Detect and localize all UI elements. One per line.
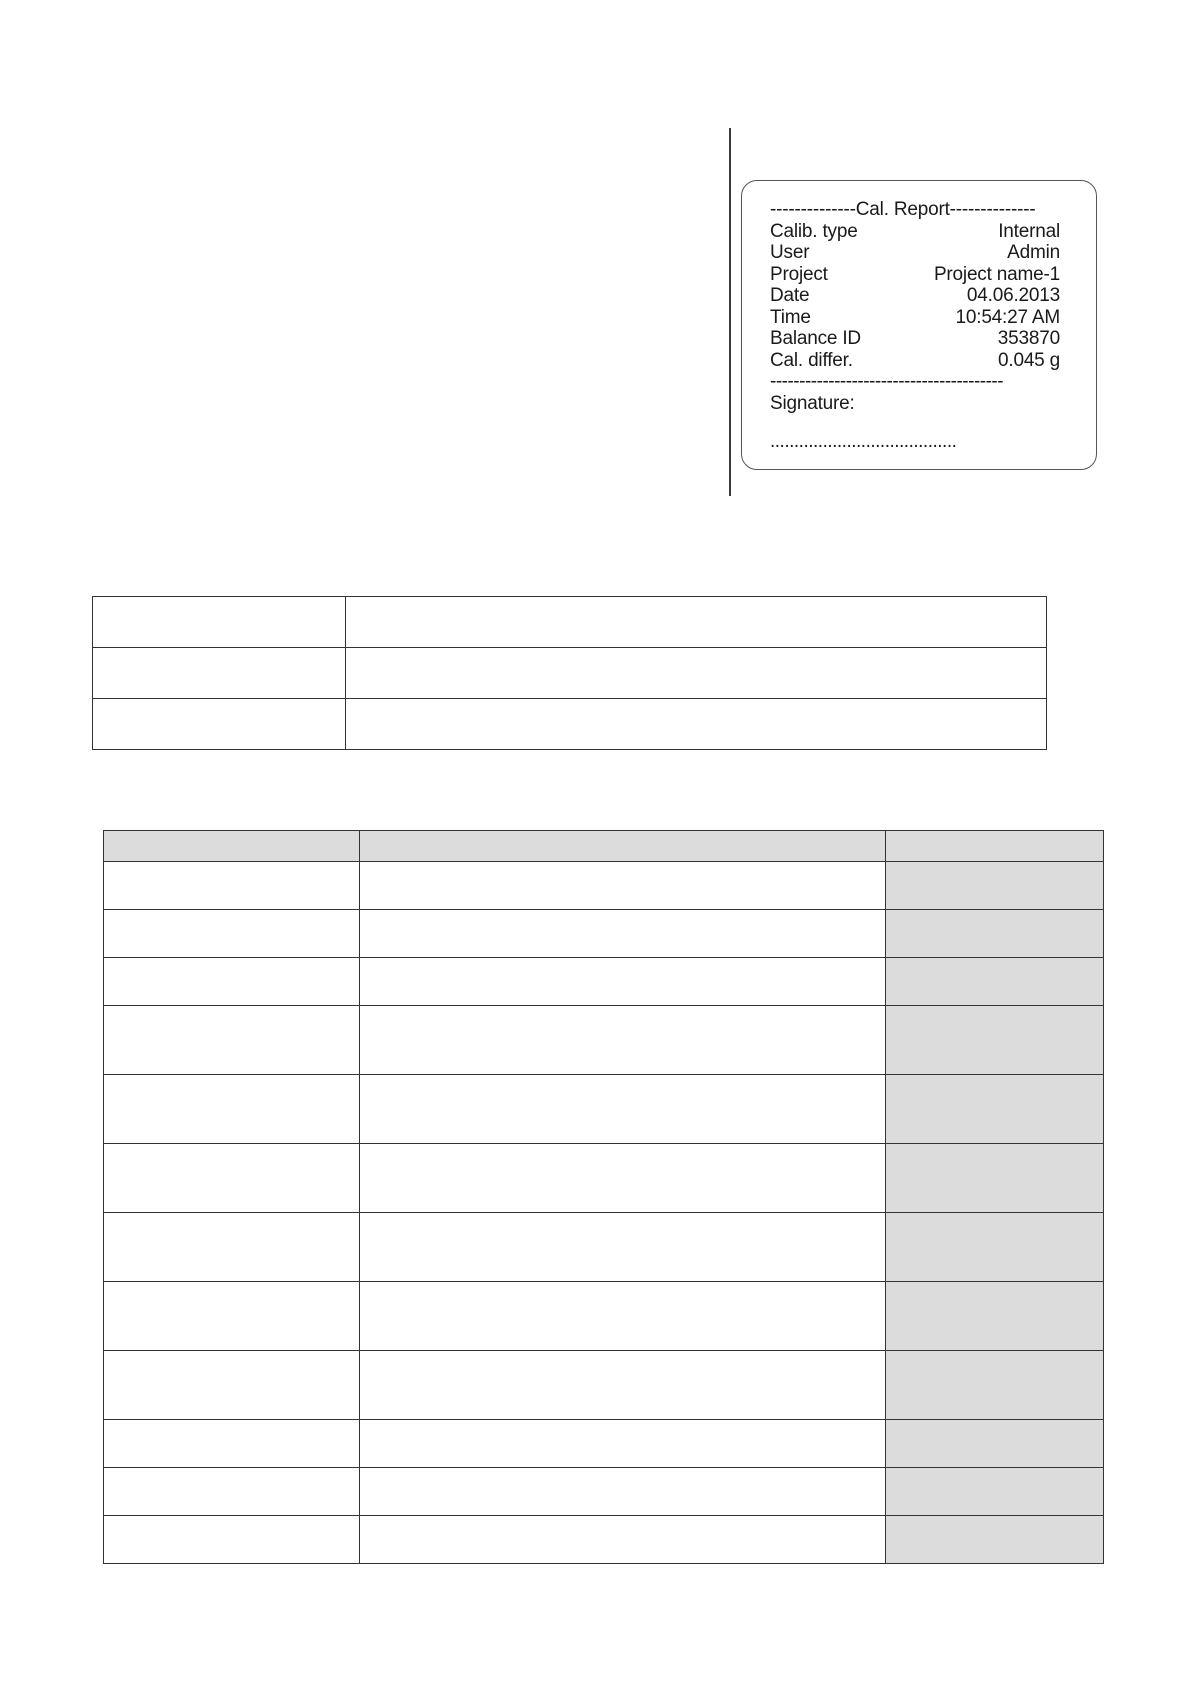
table-cell [104,1282,360,1351]
table-row [104,1420,1104,1468]
table-row [104,862,1104,910]
report-value: Internal [998,220,1060,242]
table-cell [104,1468,360,1516]
table-cell [360,1516,886,1564]
table-cell [104,958,360,1006]
table-cell [886,1351,1104,1420]
table-cell [104,1006,360,1075]
table-row [104,1282,1104,1351]
table-cell [93,699,346,750]
report-title: --------------Cal. Report-------------- [770,199,1036,220]
table-cell [360,1351,886,1420]
table-cell [886,1213,1104,1282]
table-cell [93,597,346,648]
table-cell [360,958,886,1006]
table-cell [886,958,1104,1006]
table-row [93,597,1047,648]
report-label: Project [770,263,828,285]
table-row [104,1144,1104,1213]
info-table [92,596,1047,750]
table-cell [104,910,360,958]
report-label: Calib. type [770,220,858,242]
report-row-project [770,264,1060,286]
table-row [104,1468,1104,1516]
table-cell [360,1075,886,1144]
report-row-balance-id [770,328,1060,350]
table-cell [886,910,1104,958]
report-label: Date [770,285,810,306]
table-cell [886,862,1104,910]
table-row [93,648,1047,699]
table-row [104,1213,1104,1282]
calibration-report-printout [741,180,1097,470]
table-cell [104,1213,360,1282]
table-row [104,958,1104,1006]
table-cell [886,1144,1104,1213]
report-label: Cal. differ. [770,349,853,371]
table-cell [104,1420,360,1468]
table-cell [360,862,886,910]
table-cell [360,910,886,958]
table-row [104,1075,1104,1144]
table-cell [886,1516,1104,1564]
table-cell [104,1144,360,1213]
table-cell [360,1144,886,1213]
table-row [104,1516,1104,1564]
report-separator: ---------------------------------------- [770,371,1004,392]
table-cell [886,1006,1104,1075]
table-header-cell [104,831,360,862]
report-value: Admin [1007,242,1060,263]
report-value: 04.06.2013 [966,285,1060,306]
table-cell [360,1420,886,1468]
table-cell [346,699,1047,750]
table-cell [104,1351,360,1420]
report-row-calib-type [770,221,1060,243]
table-row [104,1351,1104,1420]
table-cell [104,1516,360,1564]
table-cell [886,1420,1104,1468]
table-cell [346,597,1047,648]
table-header-row [104,831,1104,862]
table-cell [886,1468,1104,1516]
signature-label: Signature: [770,392,855,414]
table-header-cell [360,831,886,862]
table-cell [104,862,360,910]
table-cell [886,1282,1104,1351]
report-row-cal-differ [770,350,1060,372]
table-cell [360,1213,886,1282]
table-cell [360,1006,886,1075]
report-label: Balance ID [770,328,861,349]
report-row-user [770,242,1060,264]
report-row-date [770,285,1060,307]
parameters-table [103,830,1104,1564]
report-row-time [770,307,1060,329]
table-row [104,910,1104,958]
report-value: 10:54:27 AM [955,306,1060,328]
table-cell [360,1282,886,1351]
table-row [93,699,1047,750]
table-cell [93,648,346,699]
table-header-cell [886,831,1104,862]
report-label: Time [770,306,811,328]
vertical-divider [729,128,731,496]
table-cell [346,648,1047,699]
report-value: 353870 [997,328,1060,349]
table-cell [104,1075,360,1144]
table-cell [886,1075,1104,1144]
table-cell [360,1468,886,1516]
report-value: 0.045 g [998,349,1060,371]
report-label: User [770,242,810,263]
report-value: Project name-1 [933,263,1060,285]
signature-line: ....................................... [770,431,957,452]
table-row [104,1006,1104,1075]
